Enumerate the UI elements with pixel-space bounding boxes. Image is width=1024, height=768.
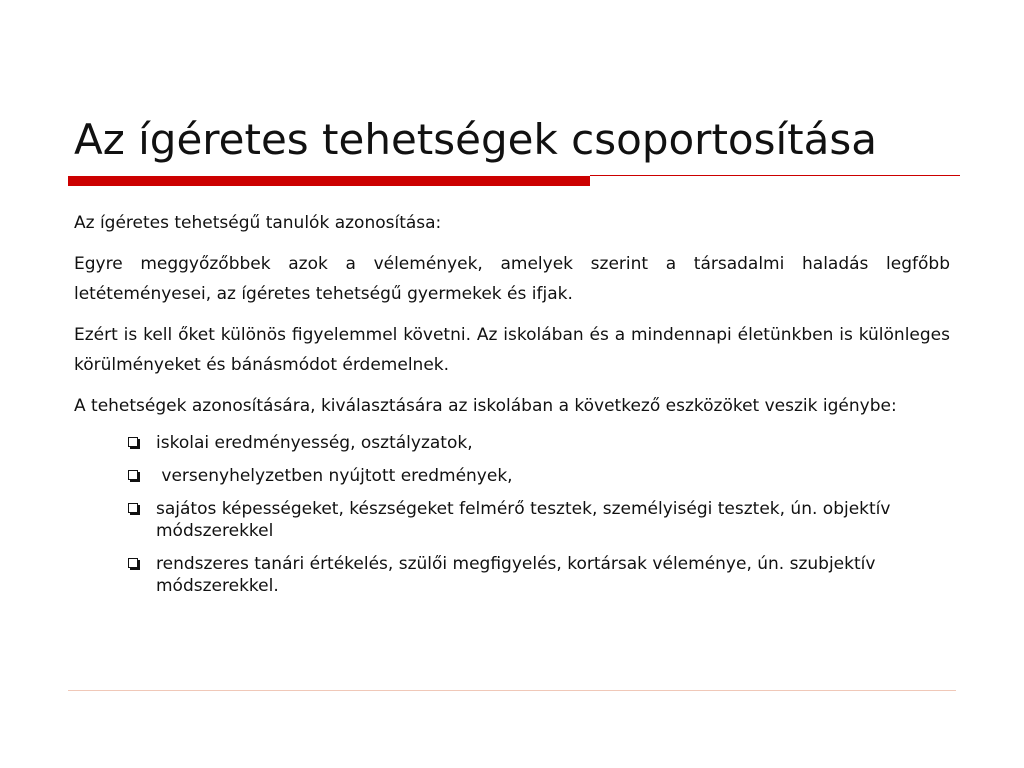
checkbox-bullet-icon: [128, 503, 138, 513]
list-item: [126, 432, 950, 454]
paragraph-opinions: Egyre meggyőzőbbek azok a vélemények, amelyek szerint a társadalmi haladás legfőbb letéteményesei, az ígéretes tehetségű gyermekek és ifjak.: [74, 254, 950, 304]
list-item-text: rendszeres tanári értékelés, szülői megfigyelés, kortársak véleménye, ún. szubjektív módszerekkel.: [156, 554, 876, 596]
title-underline-thick: [68, 176, 590, 186]
paragraph-attention: Ezért is kell őket különös figyelemmel követni. Az iskolában és a mindennapi életünkben is különleges körülményeket és bánásmódot érdemelnek.: [74, 325, 950, 375]
list-item: [126, 465, 950, 487]
list-item: [126, 498, 950, 542]
tools-list: [74, 432, 950, 597]
list-item: [126, 553, 950, 597]
list-item-text: iskolai eredményesség, osztályzatok,: [156, 433, 473, 453]
checkbox-bullet-icon: [128, 437, 138, 447]
list-item-text: sajátos képességeket, készségeket felmérő tesztek, személyiségi tesztek, ún. objektív módszerekkel: [156, 499, 891, 541]
checkbox-bullet-icon: [128, 470, 138, 480]
subheading: Az ígéretes tehetségű tanulók azonosítása:: [74, 213, 442, 233]
slide-title: Az ígéretes tehetségek csoportosítása: [74, 115, 877, 164]
list-item-text: versenyhelyzetben nyújtott eredmények,: [156, 466, 513, 486]
checkbox-bullet-icon: [128, 558, 138, 568]
slide-body: [74, 208, 950, 608]
paragraph-tools-intro: A tehetségek azonosítására, kiválasztására az iskolában a következő eszközöket veszik igénybe:: [74, 396, 897, 416]
title-underline-thin: [590, 175, 960, 176]
bottom-divider: [68, 690, 956, 691]
